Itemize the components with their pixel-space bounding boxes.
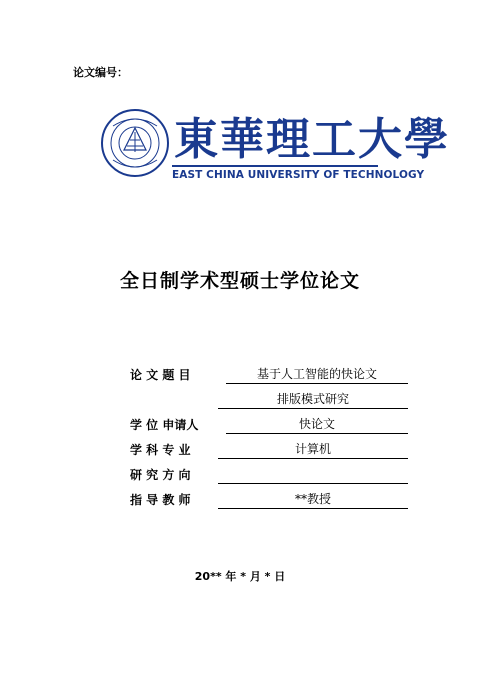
university-seal-icon bbox=[100, 108, 170, 178]
field-row-thesis-title bbox=[130, 366, 410, 386]
field-row-supervisor bbox=[130, 491, 410, 511]
field-row-research-direction bbox=[130, 466, 410, 486]
university-name-en: EAST CHINA UNIVERSITY OF TECHNOLOGY bbox=[172, 169, 425, 181]
university-name-divider bbox=[172, 165, 378, 167]
field-row-applicant bbox=[130, 416, 410, 436]
field-value-supervisor: **教授 bbox=[218, 491, 408, 509]
university-name-cn: 東華理工大學 bbox=[174, 114, 450, 165]
field-row-thesis-title-continued bbox=[130, 391, 410, 411]
field-value-major: 计算机 bbox=[218, 441, 408, 459]
thesis-number-label: 论文编号： bbox=[73, 66, 128, 79]
university-logo bbox=[100, 108, 450, 186]
field-label-supervisor: 指 导 教 师 bbox=[130, 493, 191, 507]
field-label-applicant: 学 位 申请人 bbox=[130, 418, 199, 432]
field-value-research-direction bbox=[218, 466, 408, 484]
field-label-research-direction: 研 究 方 向 bbox=[130, 468, 191, 482]
submission-date: 20** 年 * 月 * 日 bbox=[194, 570, 286, 583]
field-value-applicant: 快论文 bbox=[226, 416, 408, 434]
page-title: 全日制学术型硕士学位论文 bbox=[119, 270, 360, 292]
field-label-thesis-title: 论 文 题 目 bbox=[130, 368, 191, 382]
field-value-thesis-title-line2: 排版模式研究 bbox=[218, 391, 408, 409]
field-label-major: 学 科 专 业 bbox=[130, 443, 191, 457]
field-row-major bbox=[130, 441, 410, 461]
field-value-thesis-title: 基于人工智能的快论文 bbox=[226, 366, 408, 384]
